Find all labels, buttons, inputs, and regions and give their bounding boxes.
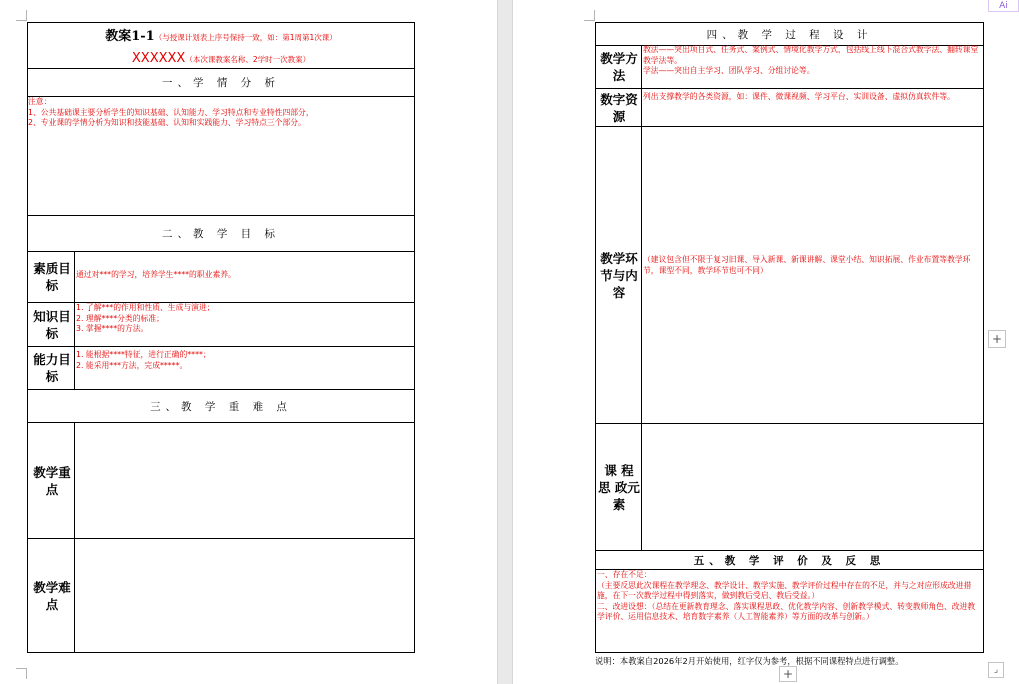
title-row	[28, 25, 414, 44]
goal-line: 2. 能采用***方法，完成*****。	[76, 360, 188, 370]
evaluation-text	[597, 570, 982, 623]
goal-line: 2. 理解****分类的标准；	[76, 313, 164, 323]
goal-knowledge-label: 知识目标	[33, 308, 71, 341]
crop-mark	[584, 10, 595, 21]
resize-corner-icon: ⌟	[993, 665, 999, 675]
goal-line: 1. 能根据****特征，进行正确的****；	[76, 350, 211, 359]
key-points-label: 教学重点	[33, 464, 71, 497]
goal-quality-label: 素质目标	[33, 261, 71, 293]
left-page	[0, 0, 497, 684]
goal-line: 1. 了解***的作用和性质、生成与演进；	[76, 303, 215, 312]
add-page-button[interactable]	[988, 330, 1006, 348]
resource-label: 数字资源	[600, 91, 638, 124]
section-key-difficulties: 三、教 学 重 难 点	[150, 400, 292, 413]
footer-label: 说明：	[595, 656, 620, 666]
lesson-title-note: （与授课计划表上序号保持一致，如：第1周第1次课）	[154, 33, 337, 42]
subtitle-row	[28, 47, 414, 66]
process-table	[595, 22, 984, 653]
difficulties-label: 教学难点	[33, 580, 71, 612]
resize-handle[interactable]	[988, 662, 1004, 678]
goal-knowledge-text	[76, 303, 412, 335]
section-teaching-goals: 二、教 学 目 标	[161, 228, 280, 240]
lesson-title: 教案1-1	[105, 29, 155, 44]
eval-line: （主要反思此次课程在教学理念、教学设计、教学实施、教学评价过程中存在的不足，并与之对应形成改进措施，在下一次教学过程中得到落实，做到教后受启、教后受益。）	[597, 580, 972, 601]
method-line: 学法——突出自主学习、团队学习、分组讨论等。	[643, 66, 815, 76]
method-line: 教法——突出项目式、任务式、案例式、情境化教学方式，包括线上线下混合式教学法、翻转课堂教学法等。	[643, 45, 979, 65]
ai-label: Ai	[999, 0, 1008, 11]
section-evaluation: 五、教 学 评 价 及 反 思	[693, 554, 886, 567]
note-line: 2、专业课的学情分析为知识和技能基础、认知和实践能力、学习特点三个部分。	[28, 118, 306, 128]
lesson-name: XXXXXX	[131, 51, 186, 66]
page-gutter	[497, 0, 513, 684]
goal-quality-text: 通过对***的学习，培养学生****的职业素养。	[76, 270, 236, 279]
right-page	[513, 0, 1019, 684]
section-student-analysis: 一、学 情 分 析	[161, 77, 280, 89]
process-label: 教学环节与内容	[600, 250, 638, 300]
crop-mark	[16, 668, 27, 679]
goal-line: 3. 掌握****的方法。	[76, 324, 149, 334]
eval-line: 二、改进设想：（总结在更新教育理念、落实课程思政、优化教学内容、创新教学模式、转变教师角色、改进教学评价、运用信息技术、培育数字素养（人工智能素养）等方面的改革与创新。）	[597, 601, 976, 622]
ai-assistant-button[interactable]	[988, 0, 1019, 12]
goal-ability-label: 能力目标	[33, 352, 71, 384]
goal-ability-text	[76, 350, 412, 371]
note-label: 注意：	[28, 97, 52, 106]
footer-text: 本教案自2026年2月开始使用，红字仅为参考，根据不同课程特点进行调整。	[619, 656, 904, 666]
crop-mark	[16, 10, 27, 21]
plus-icon: +	[782, 667, 794, 681]
method-text	[643, 45, 981, 77]
add-below-button[interactable]	[779, 666, 797, 682]
ideology-label: 课 程 思 政元素	[598, 462, 640, 512]
eval-line: 一、存在不足：	[597, 570, 652, 579]
section-process-design: 四、教 学 过 程 设 计	[706, 28, 873, 41]
lesson-plan-table	[27, 22, 415, 653]
resource-text: 列出支撑教学的各类资源，如：课件、微课视频、学习平台、实训设备、虚拟仿真软件等。	[643, 92, 955, 101]
note-line: 1、公共基础课主要分析学生的知识基础、认知能力、学习特点和专业特性四部分，	[28, 107, 314, 117]
process-text: （建议包含但不限于复习旧课、导入新课、新课讲解、课堂小结、知识拓展、作业布置等教学环节，课型不同，教学环节也可不同）	[643, 255, 971, 275]
plus-icon: +	[991, 332, 1003, 346]
lesson-name-note: （本次课教案名称、2学时一次教案）	[185, 55, 311, 64]
analysis-note	[28, 97, 412, 129]
method-label: 教学方法	[600, 51, 638, 83]
